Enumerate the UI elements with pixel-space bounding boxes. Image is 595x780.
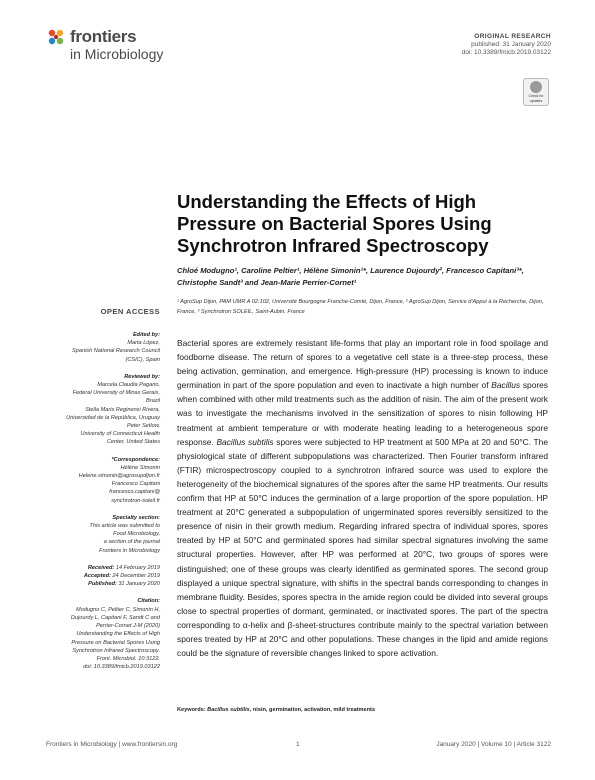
reviewer-line: Peter Setlow, (127, 423, 160, 430)
date-value: 24 December 2019 (112, 573, 160, 580)
article-title: Understanding the Effects of High Pressure on Bacterial Spores Using Synchrotron Infrared Spectroscopy (177, 191, 492, 256)
date-value: 14 February 2019 (115, 564, 160, 571)
reviewer-line: Center, United States (106, 439, 160, 446)
affiliations: ¹ AgroSup Dijon, PAM UMR A 02.102, Université Bourgogne Franche-Comté, Dijon, France, ² AgroSup Dijon, Service d'Appui à la Recherche, Dijon, France, ³ Synchrotron SOLEIL, Saint-Aubin, France (177, 299, 544, 315)
reviewer-line: University of Connecticut Health (80, 431, 160, 438)
citation-line: Perrier-Cornet J-M (2020) (96, 623, 160, 630)
citation-line: Dujourdy L, Capitani F, Sandt C and (70, 614, 160, 621)
date-accepted (40, 572, 160, 580)
reviewer-line: Brazil (146, 398, 160, 405)
check-for-updates-badge[interactable] (523, 78, 549, 106)
check-updates-icon (530, 81, 542, 93)
reviewer-line: Stella Maris Reginensi Rivera, (85, 406, 160, 413)
author-list: Chloé Modugno¹, Caroline Peltier¹, Hélène Simonin¹*, Laurence Dujourdy², Francesco Capitani³*, Christophe Sandt³ and Jean-Marie Perrier-Cornet¹ (177, 266, 524, 287)
specialty-heading: Specialty section: (112, 514, 160, 521)
citation-doi[interactable]: doi: 10.3389/fmicb.2019.03122 (83, 664, 160, 671)
correspondence-email[interactable]: Helene.simonin@agrosupdijon.fr (78, 473, 160, 480)
journal-logo[interactable] (46, 26, 206, 66)
open-access-label: OPEN ACCESS (100, 307, 160, 316)
abstract-text: spores when combined with other mild treatments such as the addition of nisin. The aim of the present work was to investigate the mechanisms involved in the sensitization of spores to nisin following HP treatment at ambient temperature or with moderate heating leading to a heterogeneous spore response. (177, 380, 548, 447)
correspondence-line: Francesco Capitani (111, 481, 160, 488)
keywords-label: Keywords: (177, 707, 206, 713)
keywords (177, 706, 548, 714)
reviewer-line: Marcela Claudia Pagano, (97, 382, 160, 389)
frontiers-logo-icon (46, 28, 66, 48)
check-badge-label-1: Check for (528, 94, 544, 98)
article-sidebar (40, 331, 160, 671)
specialty-line: a section of the journal (103, 539, 160, 546)
doi-link[interactable]: doi: 10.3389/fmicb.2019.03122 (461, 49, 551, 56)
species-name: Bacillus subtilis (216, 436, 274, 447)
date-value: 31 January 2020 (118, 581, 160, 588)
check-badge-label-2: updates (529, 99, 543, 103)
correspondence-line: Hélène Simonin (120, 464, 160, 471)
published-date: published: 31 January 2020 (471, 41, 551, 48)
citation-line: Front. Microbiol. 10:3122. (96, 655, 160, 662)
reviewer-line: Federal University of Minas Gerais, (72, 390, 160, 397)
editor-line: Spanish National Research Council (72, 348, 160, 355)
correspondence-email[interactable]: synchrotron-soleil.fr (111, 497, 160, 504)
specialty-line: This article was submitted to (89, 523, 160, 530)
keyword-species: Bacillus subtilis (207, 707, 250, 713)
edited-by-heading: Edited by: (132, 332, 160, 338)
reviewer-line: Universidad de la República, Uruguay (66, 414, 160, 421)
abstract (177, 336, 548, 660)
specialty-line: Food Microbiology, (113, 531, 160, 538)
page-number: 1 (296, 741, 300, 748)
citation-line: Pressure on Bacterial Spores Using (71, 639, 160, 646)
reviewed-by-heading: Reviewed by: (124, 373, 160, 380)
date-label: Received: (87, 564, 115, 571)
brand-name: frontiers (70, 27, 137, 46)
article-meta (311, 33, 551, 56)
editor-line: (CSIC), Spain (125, 356, 160, 363)
footer-issue: January 2020 | Volume 10 | Article 3122 (436, 741, 551, 748)
species-name: Bacillus (491, 380, 521, 391)
date-label: Published: (88, 581, 117, 588)
correspondence-email[interactable]: francesco.capitani@ (109, 489, 160, 496)
article-type: ORIGINAL RESEARCH (474, 33, 551, 40)
date-label: Accepted: (83, 573, 111, 580)
journal-name: in Microbiology (70, 46, 164, 62)
date-published (40, 580, 160, 588)
editor-line: Marta López, (127, 340, 160, 347)
citation-line: Synchrotron Infrared Spectroscopy. (72, 647, 160, 654)
keywords-list: , nisin, germination, activation, mild treatments (249, 707, 376, 713)
correspondence-heading: *Correspondence: (111, 456, 160, 463)
citation-line: Modugno C, Peltier C, Simonin H, (76, 606, 160, 613)
citation-heading: Citation: (137, 598, 160, 605)
abstract-text: spores were subjected to HP treatment at 500 MPa at 20 and 50°C. The physiological state of different subpopulations was characterized. Then Fourier transform infrared (FTIR) microspectroscopy coupled to a synchrotron infrared source was used to explore the heterogeneity of the biochemical signatures of the spores after the same HP treatments. Our results confirm that HP at 50°C induces the germination of a large proportion of the spore population. HP treatment at 20°C generated a subpopulation of ungerminated spores reversibly sensitized to the presence of nisin in their growth medium. Regarding infrared spectra of individual spores, spores treated by HP at 50°C and germinated spores had similar spectral signatures involving the same structural properties. However, after HP was performed at 20°C, two groups of spores were distinguished; one of these groups was clearly identified as germinated spores. The second group displayed a unique spectral signature, with shifts in the spectral bands corresponding to changes in membrane fluidity. Besides, spores spectra in the amide region could be divided into several groups close to spectral properties of dormant, germinated, or inactivated spores. The part of the spectra corresponding to α-helix and β-sheet-structures contribute mainly to the spectral variation between spores treated by HP at 20°C and other populations. These changes in the lipid and amide regions could be the signature of reversible changes linked to spore activation. (177, 436, 548, 659)
specialty-line: Frontiers in Microbiology (99, 547, 160, 554)
abstract-text: Bacterial spores are extremely resistant life-forms that play an important role in food spoilage and foodborne disease. The return of spores to a vegetative cell state is a three-step process, these being activation, germination, and emergence. High-pressure (HP) processing is known to induce germination in part of the spore population and even to inactivate a high number of (177, 338, 548, 391)
citation-line: Understanding the Effects of High (76, 631, 160, 638)
footer-journal[interactable]: Frontiers in Microbiology | www.frontiersin.org (46, 741, 178, 748)
date-received (40, 564, 160, 572)
